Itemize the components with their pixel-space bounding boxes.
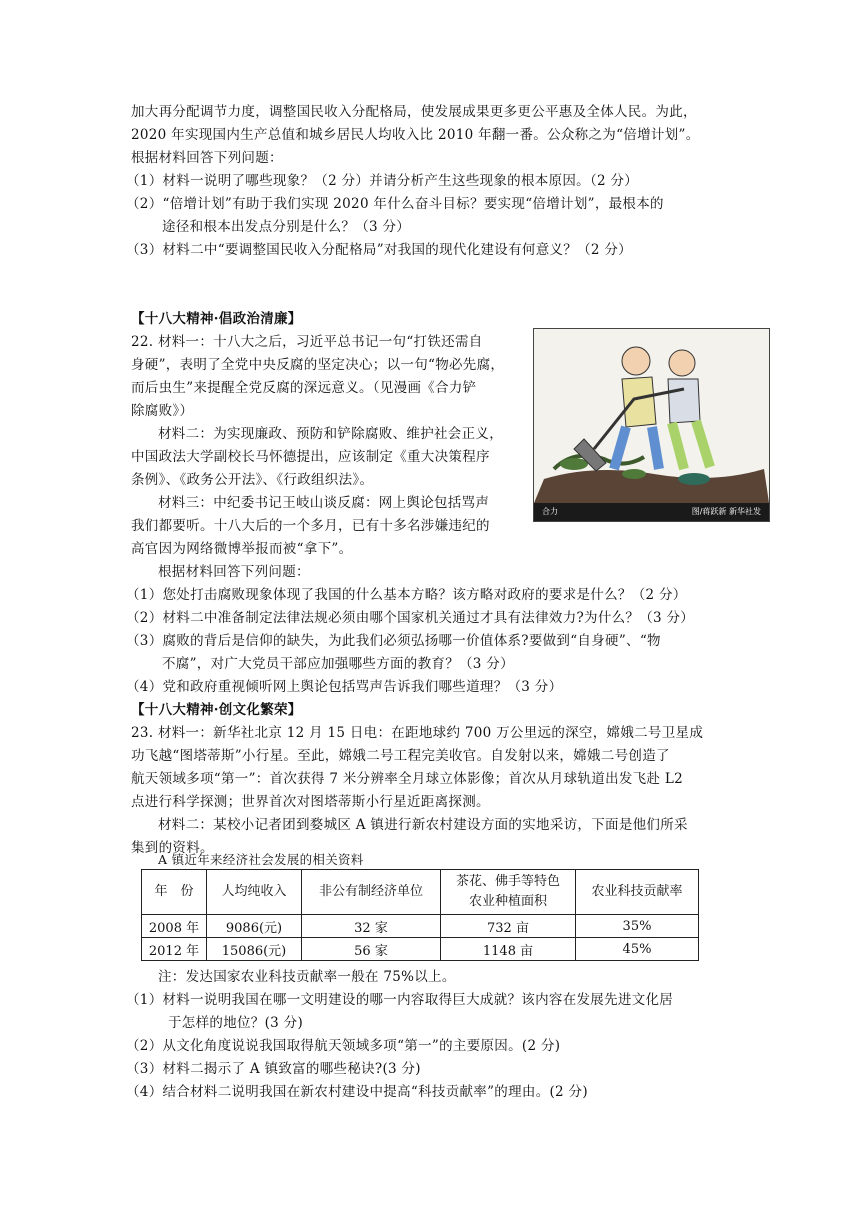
question-line: 于怎样的地位？(3 分) (168, 1015, 304, 1031)
table-header-cell (441, 870, 576, 915)
question-line: 不腐”，对广大党员干部应加强哪些方面的教育？（3 分） (162, 656, 514, 672)
text-line: 23. 材料一：新华社北京 12 月 15 日电：在距地球约 700 万公里远的深空，嫦娥二号卫星成 (131, 725, 704, 741)
text-line: 功飞越“图塔蒂斯”小行星。至此，嫦娥二号工程完美收官。自发射以来，嫦娥二号创造了 (131, 748, 670, 764)
table-cell: 9086(元) (207, 915, 302, 938)
question-line: （1）材料一说明我国在哪一文明建设的哪一内容取得巨大成就？该内容在发展先进文化居 (126, 992, 674, 1008)
text-line: 条例》、《政务公开法》、《行政组织法》。 (131, 472, 374, 488)
table-header-line: 农业种植面积 (468, 894, 547, 909)
table-cell: 2012 年 (142, 938, 207, 961)
question-line: （1）您处打击腐败现象体现了我国的什么基本方略？该方略对政府的要求是什么？（2 分） (126, 587, 687, 603)
cartoon-caption-title: 合力 (542, 507, 558, 516)
text-line: 加大再分配调节力度，调整国民收入分配格局，使发展成果更多更公平惠及全体人民。为此， (131, 104, 697, 120)
text-line: 2020 年实现国内生产总值和城乡居民人均收入比 2010 年翻一番。公众称之为“倍增计划”。 (131, 127, 700, 143)
table-header-cell: 非公有制经济单位 (302, 870, 441, 915)
text-line: 除腐败》） (131, 403, 194, 419)
text-line: 而后虫生”来提醒全党反腐的深远意义。（见漫画《合力铲 (131, 380, 477, 396)
table-cell: 732 亩 (441, 915, 576, 938)
cartoon-caption-bar (534, 503, 769, 521)
data-table (141, 869, 699, 961)
table-cell: 35% (576, 915, 699, 938)
question-line: （4）结合材料二说明我国在新农村建设中提高“科技贡献率”的理由。(2 分) (126, 1084, 588, 1100)
cartoon-caption-credit: 图/蒋跃新 新华社发 (691, 507, 761, 516)
question-line: （2）“倍增计划”有助于我们实现 2020 年什么奋斗目标？要实现“倍增计划”，最根本的 (126, 196, 664, 212)
text-line: 点进行科学探测；世界首次对图塔蒂斯小行星近距离探测。 (131, 794, 490, 810)
question-line: （3）材料二中“要调整国民收入分配格局”对我国的现代化建设有何意义？（2 分） (126, 242, 632, 258)
text-line: 根据材料回答下列问题： (131, 150, 283, 166)
question-line: 途径和根本出发点分别是什么？（3 分） (162, 219, 411, 235)
table-note: 注：发达国家农业科技贡献率一般在 75%以上。 (158, 969, 456, 985)
table-header-cell: 人均纯收入 (207, 870, 302, 915)
table-cell: 56 家 (302, 938, 441, 961)
text-line: 航天领域多项“第一”：首次获得 7 米分辨率全月球立体影像；首次从月球轨道出发飞赴 L2 (131, 771, 684, 787)
table-cell: 1148 亩 (441, 938, 576, 961)
text-line: 根据材料回答下列问题： (158, 564, 310, 580)
table-cell: 45% (576, 938, 699, 961)
text-line: 中国政法大学副校长马怀德提出，应该制定《重大决策程序 (131, 449, 490, 465)
text-line: 22. 材料一：十八大之后，习近平总书记一句“打铁还需自 (131, 334, 483, 350)
table-header-line: 茶花、佛手等特色 (455, 874, 560, 889)
section-title: 【十八大精神·创文化繁荣】 (131, 702, 302, 718)
table-header-cell: 农业科技贡献率 (576, 870, 699, 915)
text-line: 材料三：中纪委书记王岐山谈反腐：网上舆论包括骂声 (158, 495, 490, 511)
cartoon-image (533, 328, 770, 522)
section-title: 【十八大精神·倡政治清廉】 (131, 311, 302, 327)
text-line: 集到的资料。 (131, 840, 214, 856)
text-line: 身硬”，表明了全党中央反腐的坚定决心；以一句“物必先腐， (131, 357, 505, 373)
table-header-cell: 年 份 (142, 870, 207, 915)
text-line: 材料二：为实现廉政、预防和铲除腐败、维护社会正义， (158, 426, 503, 442)
table-header-row (142, 870, 699, 915)
text-line: 我们都要听。十八大后的一个多月，已有十多名涉嫌违纪的 (131, 518, 490, 534)
question-line: （2）材料二中准备制定法律法规必须由哪个国家机关通过才具有法律效力?为什么？（3 分） (126, 610, 695, 626)
table-cell: 15086(元) (207, 938, 302, 961)
table-caption: A 镇近年来经济社会发展的相关资料 (158, 852, 364, 867)
table-row (142, 938, 699, 961)
question-line: （4）党和政府重视倾听网上舆论包括骂声告诉我们哪些道理？（3 分） (126, 679, 563, 695)
text-line: 材料二：某校小记者团到婺城区 A 镇进行新农村建设方面的实地采访，下面是他们所采 (158, 817, 688, 833)
table-cell: 32 家 (302, 915, 441, 938)
text-line: 高官因为网络微博举报而被“拿下”。 (131, 541, 353, 557)
question-line: （2）从文化角度说说我国取得航天领域多项“第一”的主要原因。(2 分) (126, 1038, 561, 1054)
question-line: （1）材料一说明了哪些现象？（2 分）并请分析产生这些现象的根本原因。（2 分） (126, 173, 639, 189)
question-line: （3）腐败的背后是信仰的缺失，为此我们必须弘扬哪一价值体系?要做到“自身硬”、“物 (126, 633, 661, 649)
table-cell: 2008 年 (142, 915, 207, 938)
cartoon-illustration (534, 329, 769, 503)
question-line: （3）材料二揭示了 A 镇致富的哪些秘诀?(3 分) (126, 1061, 421, 1077)
table-row (142, 915, 699, 938)
